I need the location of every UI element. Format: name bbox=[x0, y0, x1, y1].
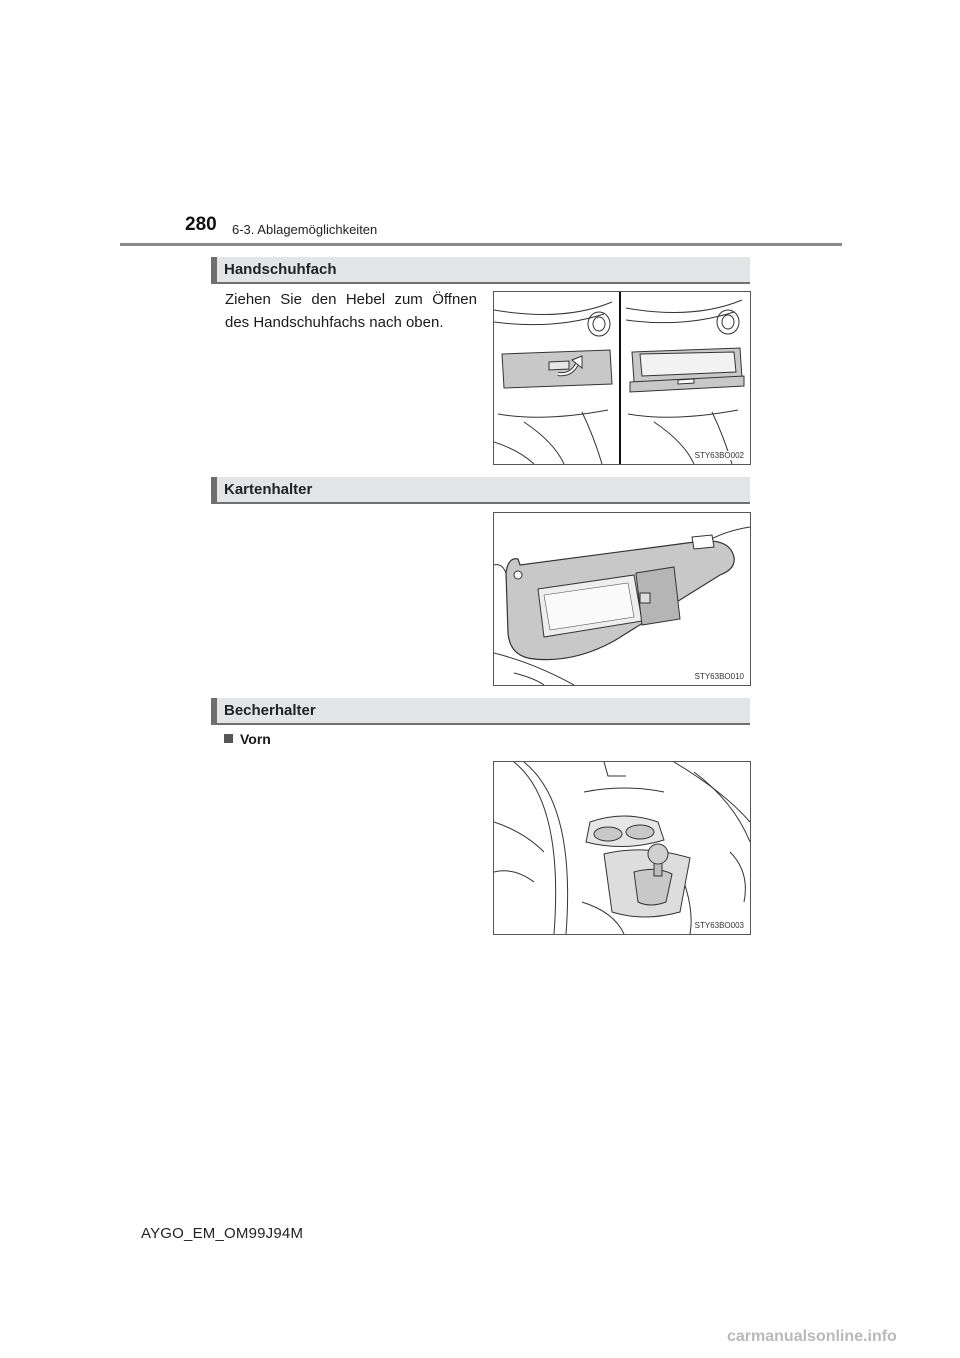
figure-code: STY63BO010 bbox=[694, 672, 744, 681]
watermark: carmanualsonline.info bbox=[727, 1328, 897, 1345]
page-number: 280 bbox=[185, 214, 217, 235]
header-divider bbox=[120, 243, 842, 246]
subheading-label: Vorn bbox=[240, 731, 271, 747]
section-title: 6-3. Ablagemöglichkeiten bbox=[232, 222, 378, 237]
figure-code: STY63BO002 bbox=[694, 451, 744, 460]
bullet-square-icon bbox=[224, 734, 233, 743]
section-heading-kartenhalter bbox=[211, 477, 750, 504]
sun-visor-drawing bbox=[494, 513, 750, 685]
section-accent bbox=[211, 257, 217, 282]
cup-holder-drawing bbox=[494, 762, 750, 934]
section-heading-becherhalter bbox=[211, 698, 750, 725]
glovebox-drawing bbox=[494, 292, 750, 464]
document-code: AYGO_EM_OM99J94M bbox=[141, 1225, 304, 1242]
glovebox-illustration bbox=[493, 291, 751, 465]
section-accent bbox=[211, 477, 217, 502]
section-heading-label: Handschuhfach bbox=[224, 261, 337, 278]
subheading-vorn bbox=[224, 731, 271, 747]
glovebox-instruction: Ziehen Sie den Hebel zum Öffnen des Handschuhfachs nach oben. bbox=[225, 291, 477, 331]
sun-visor-illustration bbox=[493, 512, 751, 686]
cup-holder-illustration bbox=[493, 761, 751, 935]
section-heading-label: Becherhalter bbox=[224, 702, 316, 719]
section-heading-label: Kartenhalter bbox=[224, 481, 313, 498]
figure-code: STY63BO003 bbox=[694, 921, 744, 930]
section-accent bbox=[211, 698, 217, 723]
section-heading-handschuhfach bbox=[211, 257, 750, 284]
